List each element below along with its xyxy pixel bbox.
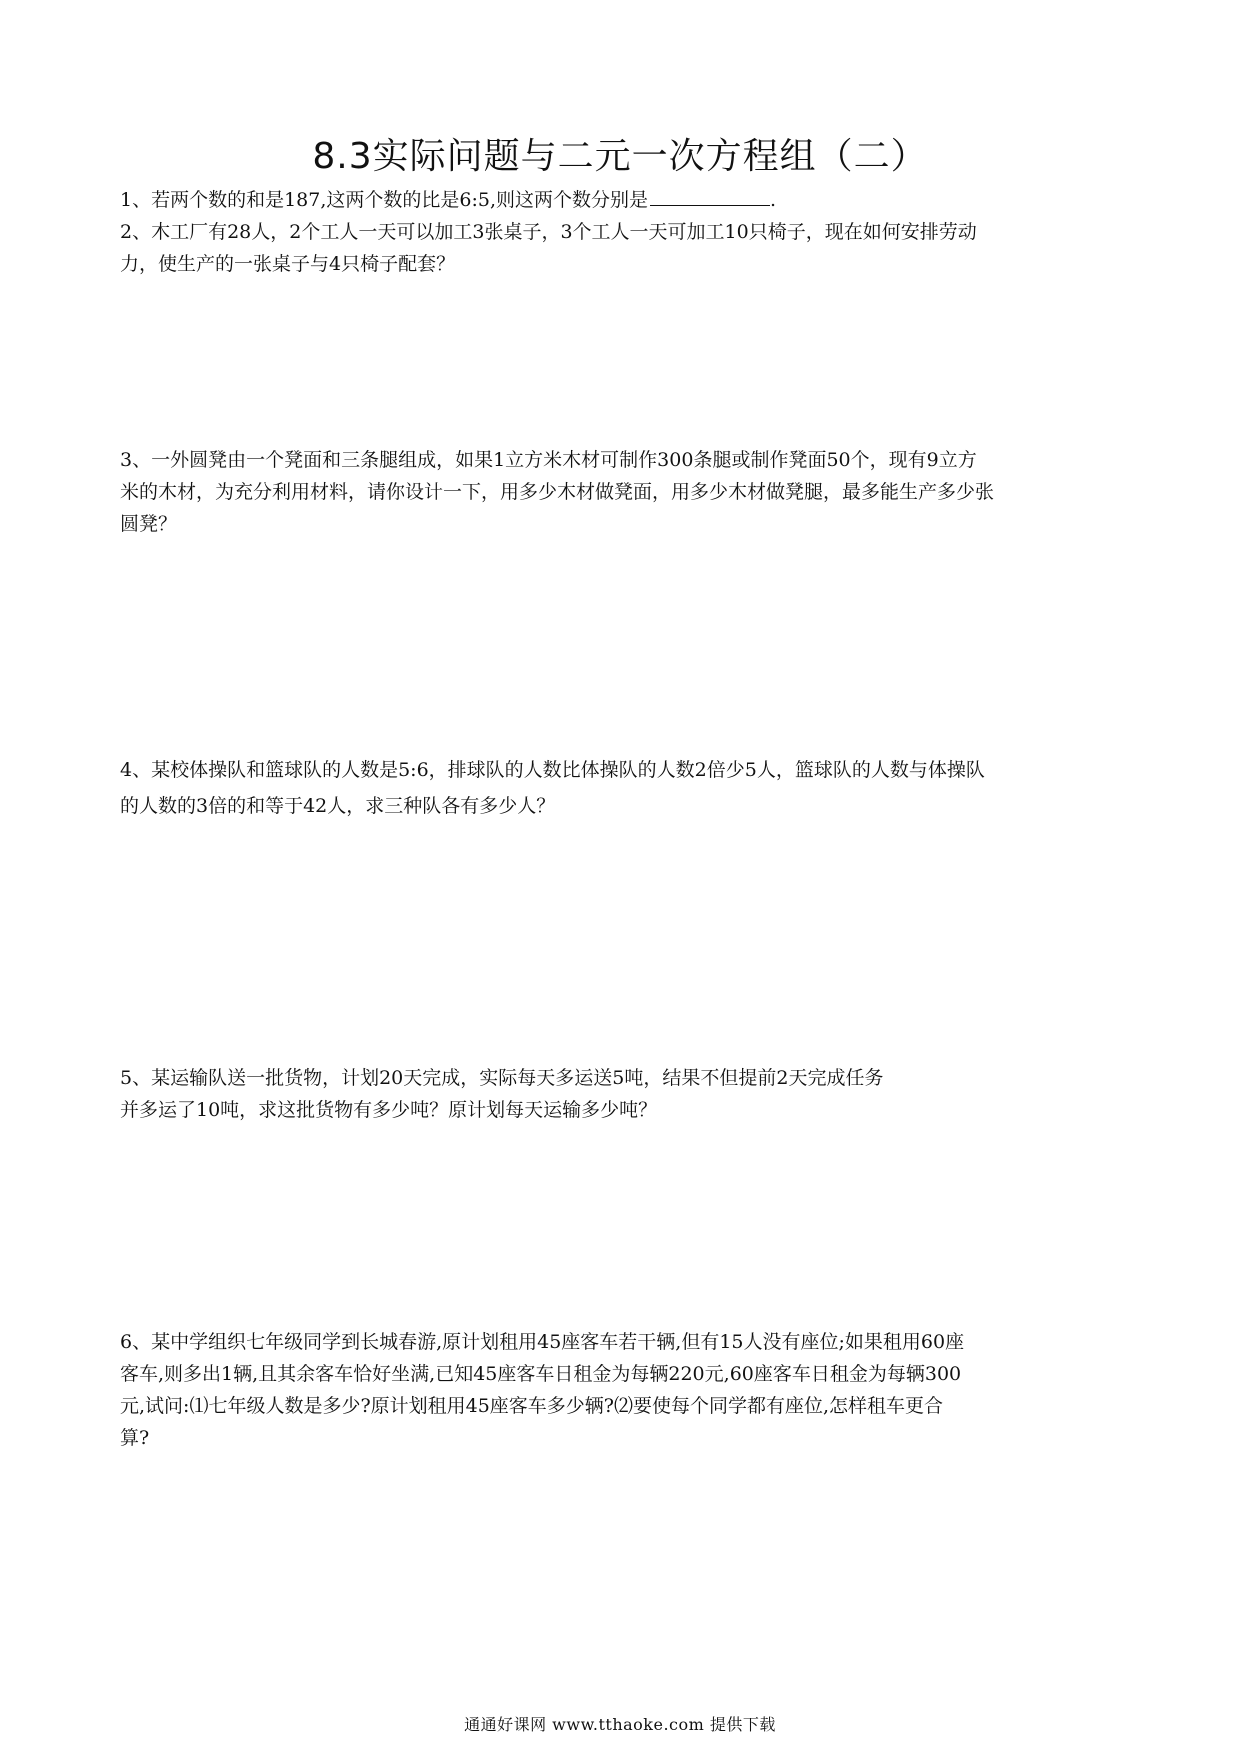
question-5 — [120, 1062, 1130, 1126]
question-1-period: . — [770, 189, 777, 211]
question-5-line-2: 并多运了10吨，求这批货物有多少吨？原计划每天运输多少吨？ — [120, 1099, 658, 1121]
answer-blank — [650, 185, 770, 206]
question-2-line-1: 2、木工厂有28人，2个工人一天可以加工3张桌子，3个工人一天可加工10只椅子，现在如何安排劳动 — [120, 221, 977, 243]
question-4 — [120, 752, 1130, 824]
question-6-line-4: 算? — [120, 1427, 150, 1449]
question-4-line-1: 4、某校体操队和篮球队的人数是5:6，排球队的人数比体操队的人数2倍少5人，篮球队的人数与体操队 — [120, 759, 985, 781]
question-3-line-2: 米的木材，为充分利用材料，请你设计一下，用多少木材做凳面，用多少木材做凳腿，最多能生产多少张 — [120, 481, 995, 503]
question-6-line-1: 6、某中学组织七年级同学到长城春游,原计划租用45座客车若干辆,但有15人没有座位;如果租用60座 — [120, 1331, 965, 1353]
question-5-line-1: 5、某运输队送一批货物，计划20天完成，实际每天多运送5吨，结果不但提前2天完成任务 — [120, 1067, 884, 1089]
page-title: 8.3实际问题与二元一次方程组（二） — [312, 136, 928, 177]
question-1-text: 1、若两个数的和是187,这两个数的比是6:5,则这两个数分别是 — [120, 189, 649, 211]
question-6-line-2: 客车,则多出1辆,且其余客车恰好坐满,已知45座客车日租金为每辆220元,60座客车日租金为每辆300 — [120, 1363, 962, 1385]
question-2-line-2: 力，使生产的一张桌子与4只椅子配套？ — [120, 253, 456, 275]
question-3 — [120, 444, 1130, 540]
question-1 — [120, 184, 1130, 216]
question-3-line-3: 圆凳？ — [120, 513, 178, 535]
question-3-line-1: 3、一外圆凳由一个凳面和三条腿组成，如果1立方米木材可制作300条腿或制作凳面50个，现有9立方 — [120, 449, 977, 471]
question-6 — [120, 1326, 1130, 1454]
question-4-line-2: 的人数的3倍的和等于42人，求三种队各有多少人？ — [120, 795, 556, 817]
question-2 — [120, 216, 1130, 280]
page-footer: 通通好课网 www.tthaoke.com 提供下载 — [464, 1715, 776, 1734]
question-6-line-3: 元,试问:⑴七年级人数是多少?原计划租用45座客车多少辆?⑵要使每个同学都有座位,怎样租车更合 — [120, 1395, 944, 1417]
question-1-line-1 — [120, 184, 1130, 216]
